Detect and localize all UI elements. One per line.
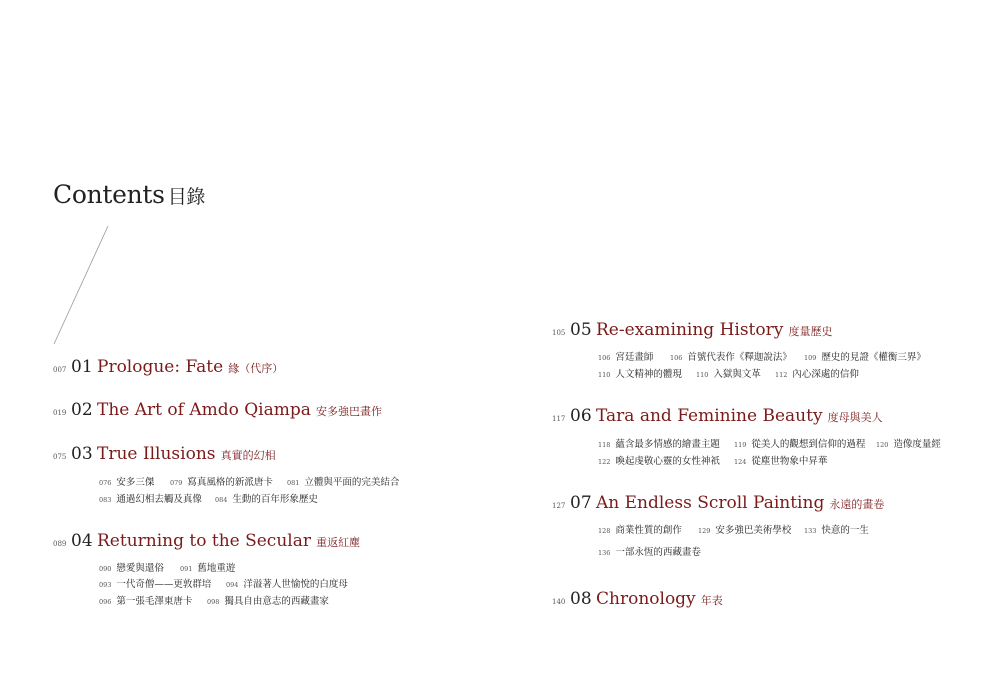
chapter-title: An Endless Scroll Painting — [596, 493, 825, 513]
section-title: 入獄與文革 — [713, 369, 761, 380]
section-link[interactable] — [99, 593, 192, 607]
section-title: 快意的一生 — [821, 525, 869, 536]
chapter-number: 06 — [570, 406, 592, 426]
section-link[interactable] — [99, 560, 164, 574]
section-page-number: 091 — [180, 565, 193, 573]
section-page-number: 093 — [99, 581, 112, 589]
chapter-title: True Illusions — [97, 444, 216, 464]
section-title: 舊地重遊 — [197, 563, 236, 574]
section-link[interactable] — [215, 491, 318, 505]
chapter-link[interactable] — [97, 531, 360, 551]
section-title: 從美人的觀想到信仰的過程 — [751, 439, 866, 450]
chapter-title-zh: 度量歷史 — [788, 325, 833, 338]
chapter-title: Chronology — [596, 589, 696, 609]
section-title: 一部永恆的西藏畫卷 — [615, 547, 701, 558]
section-page-number: 079 — [170, 479, 183, 487]
section-page-number: 081 — [287, 479, 300, 487]
chapter-title: Tara and Feminine Beauty — [596, 406, 823, 426]
section-link[interactable] — [734, 436, 865, 450]
chapter-page-number: 127 — [552, 502, 566, 510]
section-title: 人文精神的體現 — [615, 369, 682, 380]
section-page-number: 112 — [775, 371, 788, 379]
section-title: 歷史的見證《權衡三界》 — [821, 352, 926, 363]
section-page-number: 096 — [99, 598, 112, 606]
section-link[interactable] — [598, 436, 720, 450]
section-title: 造像度量經 — [893, 439, 941, 450]
chapter-link[interactable] — [97, 357, 283, 377]
chapter-link[interactable] — [596, 320, 832, 340]
chapter-title: Re-examining History — [596, 320, 784, 340]
section-link[interactable] — [598, 366, 682, 380]
section-title: 內心深處的信仰 — [792, 369, 859, 380]
section-link[interactable] — [670, 349, 792, 363]
section-title: 立體與平面的完美結合 — [304, 477, 400, 488]
section-page-number: 076 — [99, 479, 112, 487]
section-page-number: 128 — [598, 527, 611, 535]
chapter-title: Returning to the Secular — [97, 531, 311, 551]
chapter-link[interactable] — [97, 444, 276, 464]
section-page-number: 109 — [804, 354, 817, 362]
section-page-number: 129 — [698, 527, 711, 535]
section-link[interactable] — [170, 474, 273, 488]
chapter-title-zh: 緣（代序） — [228, 362, 284, 375]
chapter-link[interactable] — [97, 400, 382, 420]
chapter-title-zh: 重返紅塵 — [316, 536, 361, 549]
section-title: 獨具自由意志的西藏畫家 — [224, 596, 329, 607]
chapter-page-number: 105 — [552, 329, 566, 337]
section-page-number: 094 — [226, 581, 239, 589]
toc-heading-zh: 目錄 — [167, 186, 206, 208]
section-page-number: 106 — [598, 354, 611, 362]
section-link[interactable] — [598, 544, 701, 558]
chapter-page-number: 019 — [53, 409, 67, 417]
section-page-number: 133 — [804, 527, 817, 535]
section-page-number: 110 — [696, 371, 709, 379]
section-page-number: 110 — [598, 371, 611, 379]
chapter-number: 07 — [570, 493, 592, 513]
chapter-title: The Art of Amdo Qiampa — [97, 400, 311, 420]
section-link[interactable] — [598, 522, 682, 536]
chapter-link[interactable] — [596, 589, 723, 609]
section-link[interactable] — [598, 349, 653, 363]
section-page-number: 098 — [207, 598, 220, 606]
chapter-link[interactable] — [596, 493, 884, 513]
section-page-number: 124 — [734, 458, 747, 466]
chapter-number: 03 — [71, 444, 93, 464]
section-title: 戀愛與還俗 — [116, 563, 164, 574]
section-title: 宮廷畫師 — [615, 352, 654, 363]
section-link[interactable] — [287, 474, 399, 488]
chapter-title-zh: 永遠的畫卷 — [829, 498, 885, 511]
section-link[interactable] — [698, 522, 791, 536]
section-page-number: 084 — [215, 496, 228, 504]
section-link[interactable] — [775, 366, 859, 380]
section-title: 洋溢著人世愉悅的白度母 — [243, 579, 348, 590]
section-link[interactable] — [99, 474, 154, 488]
section-title: 首號代表作《釋迦說法》 — [687, 352, 792, 363]
chapter-number: 01 — [71, 357, 93, 377]
section-link[interactable] — [696, 366, 761, 380]
section-title: 從塵世物象中昇華 — [751, 456, 828, 467]
section-page-number: 120 — [876, 441, 889, 449]
chapter-title-zh: 真實的幻相 — [220, 449, 276, 462]
chapter-title-zh: 年表 — [700, 594, 723, 607]
section-link[interactable] — [598, 453, 720, 467]
section-title: 喚起虔敬心靈的女性神祇 — [615, 456, 720, 467]
chapter-page-number: 117 — [552, 415, 566, 423]
section-title: 安多三傑 — [116, 477, 155, 488]
section-link[interactable] — [804, 349, 926, 363]
section-link[interactable] — [804, 522, 869, 536]
chapter-title: Prologue: Fate — [97, 357, 224, 377]
chapter-page-number: 007 — [53, 366, 67, 374]
section-page-number: 083 — [99, 496, 112, 504]
chapter-number: 05 — [570, 320, 592, 340]
chapter-number: 04 — [71, 531, 93, 551]
section-title: 一代奇僧——更敦群培 — [116, 579, 212, 590]
section-title: 商業性質的創作 — [615, 525, 682, 536]
section-title: 通過幻相去觸及真像 — [116, 494, 202, 505]
chapter-link[interactable] — [596, 406, 883, 426]
chapter-number: 08 — [570, 589, 592, 609]
section-title: 寫真風格的新派唐卡 — [187, 477, 273, 488]
chapter-title-zh: 度母與美人 — [827, 411, 883, 424]
section-link[interactable] — [99, 491, 202, 505]
section-title: 生動的百年形象歷史 — [232, 494, 318, 505]
section-page-number: 136 — [598, 549, 611, 557]
section-page-number: 122 — [598, 458, 611, 466]
section-link[interactable] — [876, 436, 941, 450]
section-title: 第一張毛澤東唐卡 — [116, 596, 193, 607]
chapter-page-number: 075 — [53, 453, 67, 461]
section-title: 蘊含最多情感的繪畫主題 — [615, 439, 720, 450]
chapter-page-number: 089 — [53, 540, 67, 548]
section-link[interactable] — [734, 453, 827, 467]
section-page-number: 119 — [734, 441, 747, 449]
section-link[interactable] — [207, 593, 329, 607]
section-link[interactable] — [99, 576, 211, 590]
chapter-title-zh: 安多強巴畫作 — [315, 405, 382, 418]
section-page-number: 106 — [670, 354, 683, 362]
section-link[interactable] — [226, 576, 348, 590]
section-page-number: 118 — [598, 441, 611, 449]
chapter-page-number: 140 — [552, 598, 566, 606]
chapter-number: 02 — [71, 400, 93, 420]
toc-heading-en: Contents — [53, 180, 165, 209]
section-page-number: 090 — [99, 565, 112, 573]
section-link[interactable] — [180, 560, 235, 574]
section-title: 安多強巴美術學校 — [715, 525, 792, 536]
